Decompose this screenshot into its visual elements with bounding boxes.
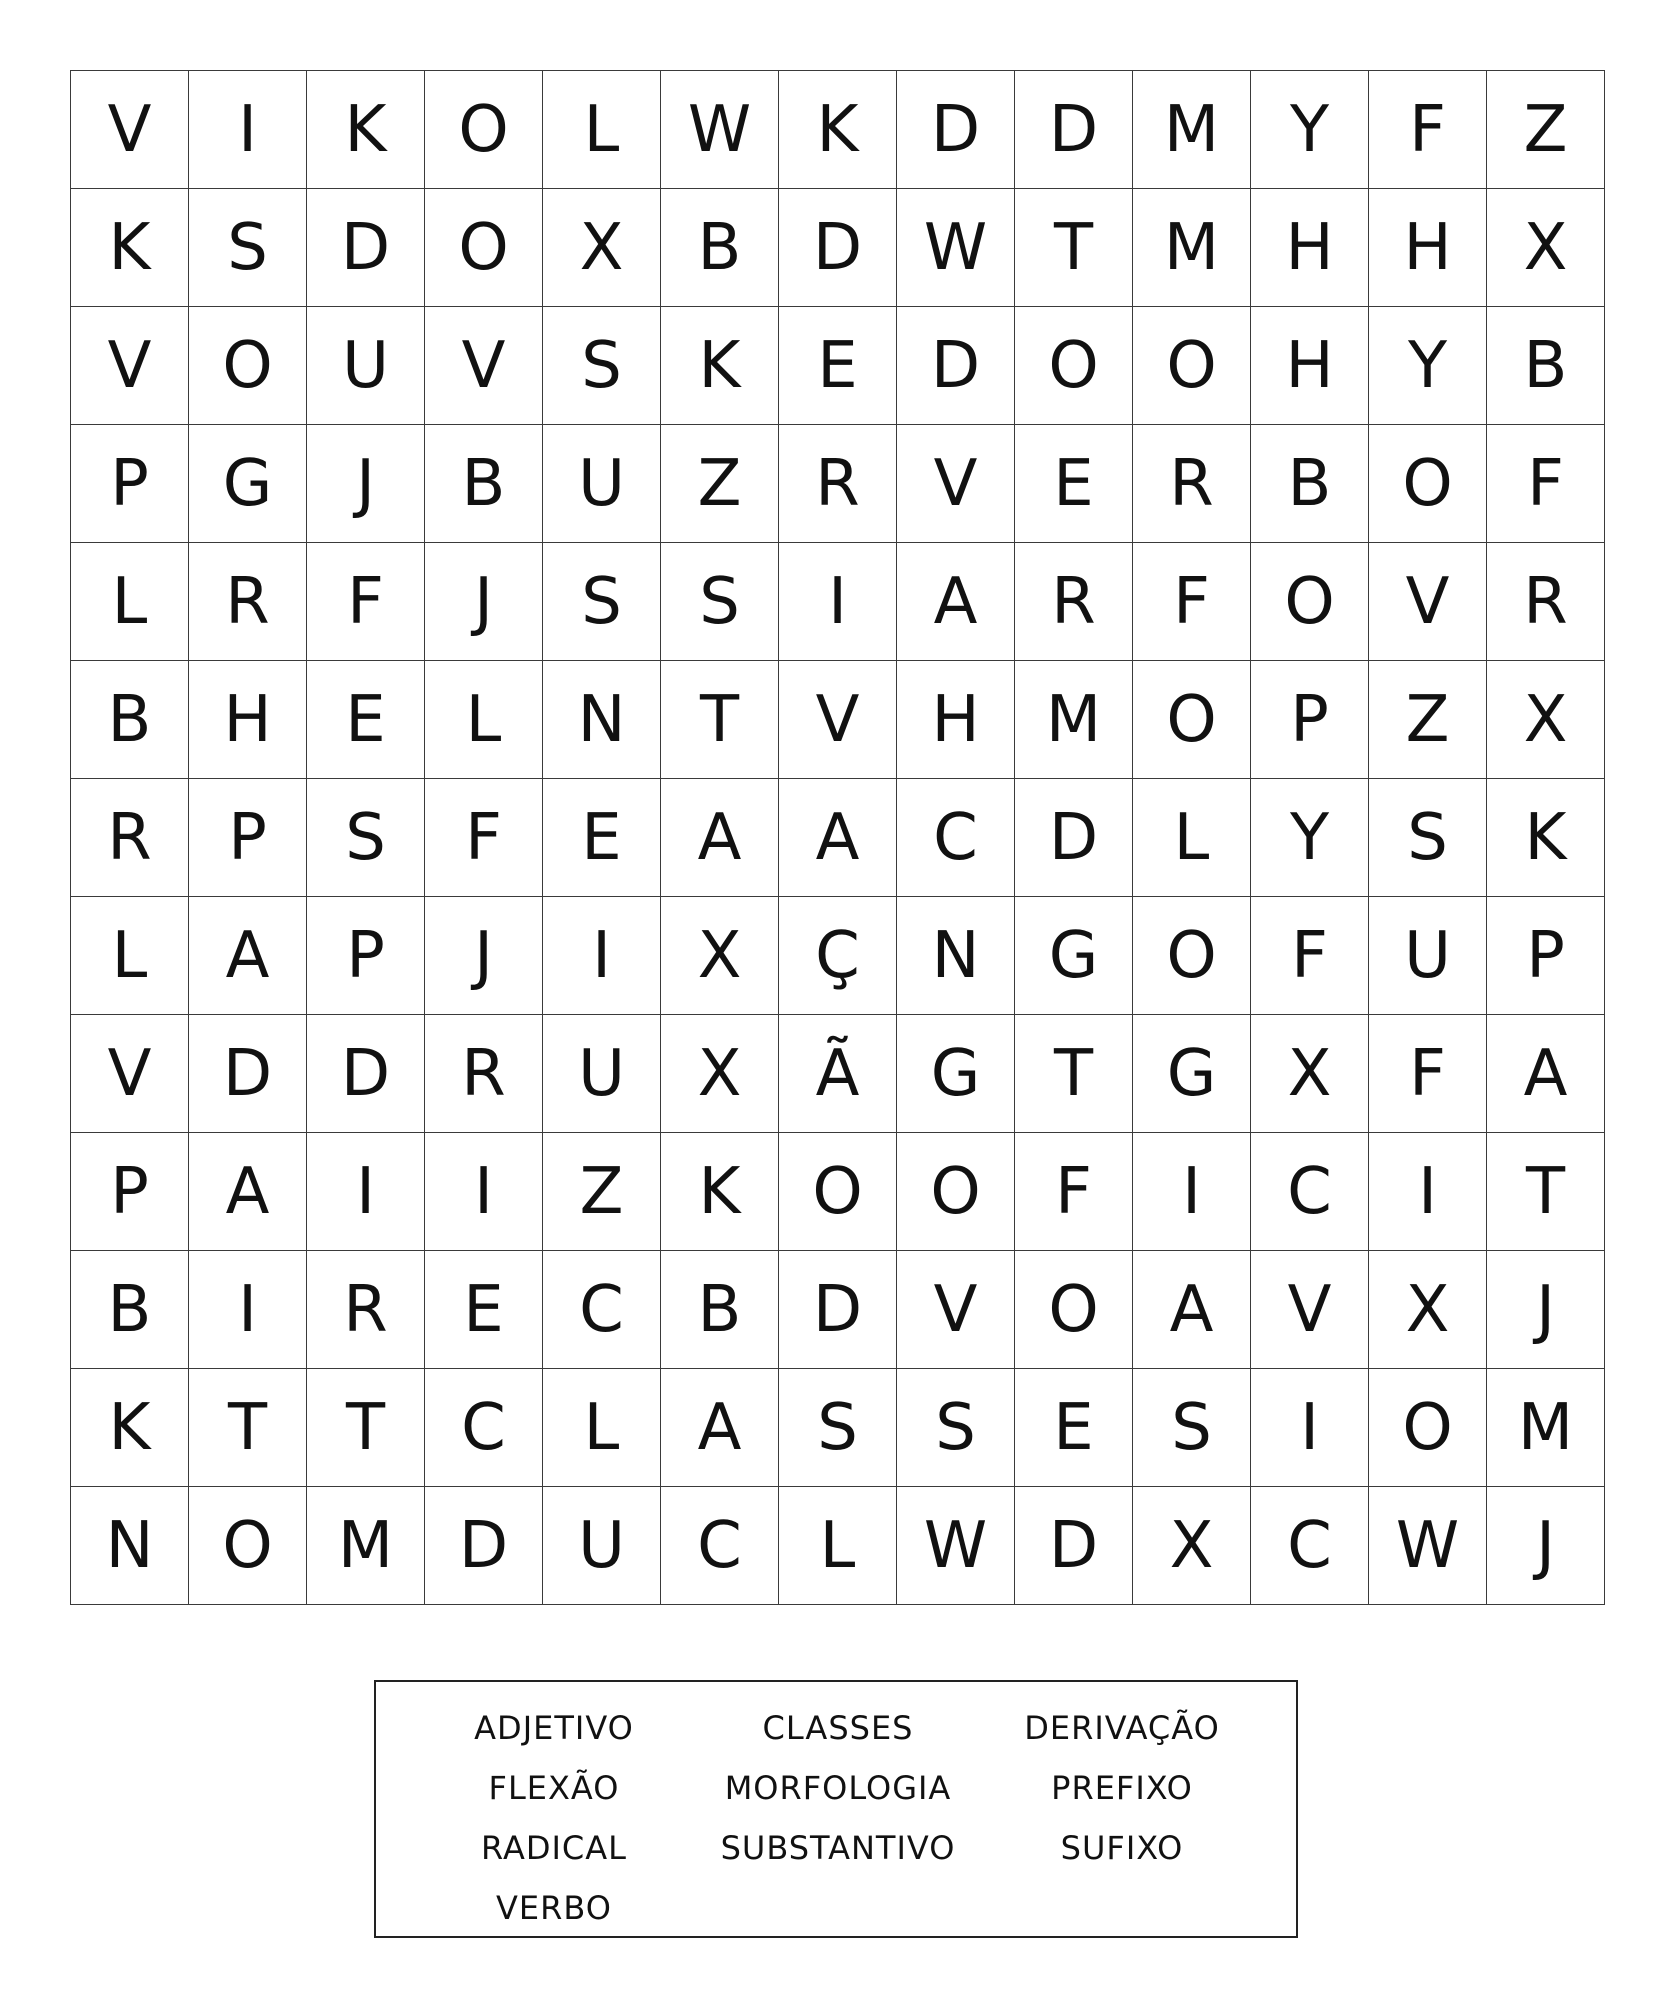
- grid-cell[interactable]: E: [425, 1251, 543, 1369]
- grid-cell[interactable]: D: [1015, 1487, 1133, 1605]
- grid-cell[interactable]: T: [1487, 1133, 1605, 1251]
- grid-cell[interactable]: S: [543, 307, 661, 425]
- grid-cell[interactable]: V: [897, 1251, 1015, 1369]
- grid-cell[interactable]: I: [779, 543, 897, 661]
- grid-cell[interactable]: A: [189, 897, 307, 1015]
- grid-row: [71, 1487, 1605, 1605]
- grid-cell[interactable]: O: [189, 307, 307, 425]
- grid-cell[interactable]: J: [1487, 1251, 1605, 1369]
- grid-cell[interactable]: W: [661, 71, 779, 189]
- grid-cell[interactable]: D: [425, 1487, 543, 1605]
- grid-cell[interactable]: M: [1133, 189, 1251, 307]
- grid-cell[interactable]: V: [1251, 1251, 1369, 1369]
- grid-cell[interactable]: H: [189, 661, 307, 779]
- grid-cell[interactable]: S: [543, 543, 661, 661]
- grid-cell[interactable]: S: [779, 1369, 897, 1487]
- grid-cell[interactable]: D: [189, 1015, 307, 1133]
- grid-cell[interactable]: U: [1369, 897, 1487, 1015]
- grid-row: [71, 779, 1605, 897]
- grid-cell[interactable]: F: [307, 543, 425, 661]
- grid-cell[interactable]: B: [71, 661, 189, 779]
- grid-cell[interactable]: M: [1015, 661, 1133, 779]
- grid-cell[interactable]: G: [1015, 897, 1133, 1015]
- grid-cell[interactable]: O: [897, 1133, 1015, 1251]
- grid-cell[interactable]: P: [71, 1133, 189, 1251]
- grid-cell[interactable]: K: [661, 1133, 779, 1251]
- grid-cell[interactable]: Z: [1369, 661, 1487, 779]
- word-list-item: VERBO: [496, 1889, 612, 1927]
- grid-row: [71, 897, 1605, 1015]
- grid-cell[interactable]: E: [1015, 1369, 1133, 1487]
- grid-row: [71, 307, 1605, 425]
- grid-cell[interactable]: K: [661, 307, 779, 425]
- grid-cell[interactable]: F: [1251, 897, 1369, 1015]
- grid-cell[interactable]: D: [307, 1015, 425, 1133]
- grid-cell[interactable]: E: [543, 779, 661, 897]
- grid-cell[interactable]: V: [71, 71, 189, 189]
- grid-cell[interactable]: I: [307, 1133, 425, 1251]
- grid-cell[interactable]: W: [897, 1487, 1015, 1605]
- grid-cell[interactable]: G: [189, 425, 307, 543]
- grid-row: [71, 1251, 1605, 1369]
- grid-cell[interactable]: T: [661, 661, 779, 779]
- grid-cell[interactable]: R: [1015, 543, 1133, 661]
- grid-cell[interactable]: D: [897, 307, 1015, 425]
- grid-cell[interactable]: C: [661, 1487, 779, 1605]
- grid-cell[interactable]: C: [425, 1369, 543, 1487]
- grid-cell[interactable]: P: [71, 425, 189, 543]
- grid-cell[interactable]: Ã: [779, 1015, 897, 1133]
- grid-cell[interactable]: O: [189, 1487, 307, 1605]
- grid-cell[interactable]: I: [1369, 1133, 1487, 1251]
- grid-row: [71, 71, 1605, 189]
- grid-cell[interactable]: D: [307, 189, 425, 307]
- grid-cell[interactable]: A: [1487, 1015, 1605, 1133]
- grid-cell[interactable]: R: [425, 1015, 543, 1133]
- grid-cell[interactable]: B: [71, 1251, 189, 1369]
- grid-cell[interactable]: X: [1251, 1015, 1369, 1133]
- word-list-item: PREFIXO: [1051, 1769, 1193, 1807]
- grid-cell[interactable]: D: [779, 1251, 897, 1369]
- grid-cell[interactable]: L: [71, 897, 189, 1015]
- grid-cell[interactable]: C: [543, 1251, 661, 1369]
- grid-cell[interactable]: I: [425, 1133, 543, 1251]
- grid-cell[interactable]: S: [661, 543, 779, 661]
- grid-cell[interactable]: W: [897, 189, 1015, 307]
- word-list-item: RADICAL: [481, 1829, 627, 1867]
- grid-cell[interactable]: G: [1133, 1015, 1251, 1133]
- grid-cell[interactable]: D: [1015, 779, 1133, 897]
- grid-cell[interactable]: A: [189, 1133, 307, 1251]
- word-list-item: SUFIXO: [1060, 1829, 1184, 1867]
- grid-cell[interactable]: O: [779, 1133, 897, 1251]
- grid-cell[interactable]: L: [543, 71, 661, 189]
- grid-cell[interactable]: H: [1251, 189, 1369, 307]
- grid-cell[interactable]: H: [1251, 307, 1369, 425]
- grid-cell[interactable]: L: [71, 543, 189, 661]
- grid-cell[interactable]: Y: [1369, 307, 1487, 425]
- grid-cell[interactable]: O: [425, 71, 543, 189]
- grid-cell[interactable]: I: [543, 897, 661, 1015]
- grid-cell[interactable]: A: [897, 543, 1015, 661]
- grid-cell[interactable]: R: [1487, 543, 1605, 661]
- grid-cell[interactable]: I: [189, 1251, 307, 1369]
- grid-cell[interactable]: J: [307, 425, 425, 543]
- grid-cell[interactable]: F: [1369, 71, 1487, 189]
- grid-cell[interactable]: O: [1369, 1369, 1487, 1487]
- grid-cell[interactable]: E: [307, 661, 425, 779]
- grid-cell[interactable]: B: [425, 425, 543, 543]
- grid-cell[interactable]: K: [779, 71, 897, 189]
- grid-cell[interactable]: P: [1487, 897, 1605, 1015]
- grid-cell[interactable]: A: [779, 779, 897, 897]
- grid-cell[interactable]: S: [897, 1369, 1015, 1487]
- grid-cell[interactable]: B: [661, 1251, 779, 1369]
- grid-cell[interactable]: T: [307, 1369, 425, 1487]
- grid-cell[interactable]: A: [1133, 1251, 1251, 1369]
- grid-cell[interactable]: Z: [1487, 71, 1605, 189]
- grid-row: [71, 543, 1605, 661]
- grid-cell[interactable]: D: [1015, 71, 1133, 189]
- grid-cell[interactable]: V: [425, 307, 543, 425]
- grid-cell[interactable]: F: [425, 779, 543, 897]
- grid-cell[interactable]: H: [897, 661, 1015, 779]
- grid-cell[interactable]: V: [779, 661, 897, 779]
- grid-cell[interactable]: I: [1251, 1369, 1369, 1487]
- grid-cell[interactable]: E: [779, 307, 897, 425]
- grid-cell[interactable]: Z: [543, 1133, 661, 1251]
- grid-cell[interactable]: R: [1133, 425, 1251, 543]
- grid-cell[interactable]: I: [1133, 1133, 1251, 1251]
- grid-cell[interactable]: I: [189, 71, 307, 189]
- grid-cell[interactable]: V: [71, 1015, 189, 1133]
- grid-cell[interactable]: B: [661, 189, 779, 307]
- grid-cell[interactable]: T: [1015, 1015, 1133, 1133]
- grid-cell[interactable]: C: [897, 779, 1015, 897]
- grid-cell[interactable]: X: [1487, 189, 1605, 307]
- grid-cell[interactable]: M: [1133, 71, 1251, 189]
- grid-cell[interactable]: Ç: [779, 897, 897, 1015]
- grid-row: [71, 661, 1605, 779]
- grid-cell[interactable]: M: [1487, 1369, 1605, 1487]
- grid-row: [71, 1369, 1605, 1487]
- grid-cell[interactable]: Y: [1251, 779, 1369, 897]
- grid-cell[interactable]: U: [543, 1487, 661, 1605]
- grid-cell[interactable]: S: [189, 189, 307, 307]
- grid-cell[interactable]: W: [1369, 1487, 1487, 1605]
- grid-cell[interactable]: P: [307, 897, 425, 1015]
- grid-cell[interactable]: D: [897, 71, 1015, 189]
- grid-cell[interactable]: A: [661, 779, 779, 897]
- grid-cell[interactable]: X: [661, 897, 779, 1015]
- grid-cell[interactable]: O: [1133, 897, 1251, 1015]
- grid-cell[interactable]: P: [1251, 661, 1369, 779]
- grid-cell[interactable]: P: [189, 779, 307, 897]
- grid-cell[interactable]: V: [1369, 543, 1487, 661]
- grid-cell[interactable]: T: [189, 1369, 307, 1487]
- letter-grid: [70, 70, 1605, 1605]
- grid-cell[interactable]: K: [307, 71, 425, 189]
- grid-cell[interactable]: N: [543, 661, 661, 779]
- grid-cell[interactable]: S: [1369, 779, 1487, 897]
- grid-row: [71, 189, 1605, 307]
- grid-cell[interactable]: S: [307, 779, 425, 897]
- grid-cell[interactable]: X: [1369, 1251, 1487, 1369]
- word-list-item: ADJETIVO: [474, 1709, 634, 1747]
- word-list: [412, 1698, 1264, 1938]
- grid-cell[interactable]: Z: [661, 425, 779, 543]
- grid-cell[interactable]: V: [897, 425, 1015, 543]
- grid-cell[interactable]: O: [1133, 661, 1251, 779]
- grid-cell[interactable]: K: [71, 189, 189, 307]
- grid-cell[interactable]: F: [1487, 425, 1605, 543]
- grid-cell[interactable]: M: [307, 1487, 425, 1605]
- grid-cell[interactable]: U: [543, 1015, 661, 1133]
- word-list-box: [374, 1680, 1298, 1938]
- grid-cell[interactable]: B: [1487, 307, 1605, 425]
- grid-cell[interactable]: N: [897, 897, 1015, 1015]
- grid-cell[interactable]: O: [1251, 543, 1369, 661]
- grid-cell[interactable]: O: [1133, 307, 1251, 425]
- grid-cell[interactable]: R: [307, 1251, 425, 1369]
- grid-cell[interactable]: R: [189, 543, 307, 661]
- grid-cell[interactable]: C: [1251, 1133, 1369, 1251]
- grid-cell[interactable]: U: [543, 425, 661, 543]
- word-list-item: MORFOLOGIA: [724, 1769, 952, 1807]
- grid-cell[interactable]: V: [71, 307, 189, 425]
- grid-cell[interactable]: O: [1015, 1251, 1133, 1369]
- grid-cell[interactable]: N: [71, 1487, 189, 1605]
- grid-cell[interactable]: G: [897, 1015, 1015, 1133]
- word-list-item: DERIVAÇÃO: [1024, 1709, 1220, 1747]
- grid-cell[interactable]: J: [425, 897, 543, 1015]
- grid-cell[interactable]: L: [543, 1369, 661, 1487]
- grid-cell[interactable]: Y: [1251, 71, 1369, 189]
- grid-cell[interactable]: O: [425, 189, 543, 307]
- grid-cell[interactable]: X: [543, 189, 661, 307]
- grid-cell[interactable]: O: [1369, 425, 1487, 543]
- grid-row: [71, 1133, 1605, 1251]
- word-list-item: FLEXÃO: [488, 1769, 620, 1807]
- grid-cell[interactable]: R: [779, 425, 897, 543]
- grid-cell[interactable]: S: [1133, 1369, 1251, 1487]
- word-list-item: CLASSES: [762, 1709, 914, 1747]
- grid-cell[interactable]: B: [1251, 425, 1369, 543]
- grid-cell[interactable]: K: [71, 1369, 189, 1487]
- grid-cell[interactable]: O: [1015, 307, 1133, 425]
- grid-cell[interactable]: X: [1133, 1487, 1251, 1605]
- grid-row: [71, 1015, 1605, 1133]
- grid-cell[interactable]: K: [1487, 779, 1605, 897]
- grid-cell[interactable]: R: [71, 779, 189, 897]
- grid-cell[interactable]: L: [1133, 779, 1251, 897]
- grid-row: [71, 425, 1605, 543]
- grid-cell[interactable]: F: [1133, 543, 1251, 661]
- grid-cell[interactable]: J: [1487, 1487, 1605, 1605]
- grid-cell[interactable]: F: [1015, 1133, 1133, 1251]
- grid-cell[interactable]: H: [1369, 189, 1487, 307]
- grid-cell[interactable]: C: [1251, 1487, 1369, 1605]
- grid-cell[interactable]: L: [425, 661, 543, 779]
- grid-cell[interactable]: T: [1015, 189, 1133, 307]
- grid-cell[interactable]: L: [779, 1487, 897, 1605]
- grid-cell[interactable]: E: [1015, 425, 1133, 543]
- grid-cell[interactable]: J: [425, 543, 543, 661]
- grid-cell[interactable]: U: [307, 307, 425, 425]
- grid-cell[interactable]: A: [661, 1369, 779, 1487]
- grid-cell[interactable]: D: [779, 189, 897, 307]
- grid-cell[interactable]: X: [1487, 661, 1605, 779]
- grid-cell[interactable]: X: [661, 1015, 779, 1133]
- word-list-item: SUBSTANTIVO: [720, 1829, 956, 1867]
- grid-cell[interactable]: F: [1369, 1015, 1487, 1133]
